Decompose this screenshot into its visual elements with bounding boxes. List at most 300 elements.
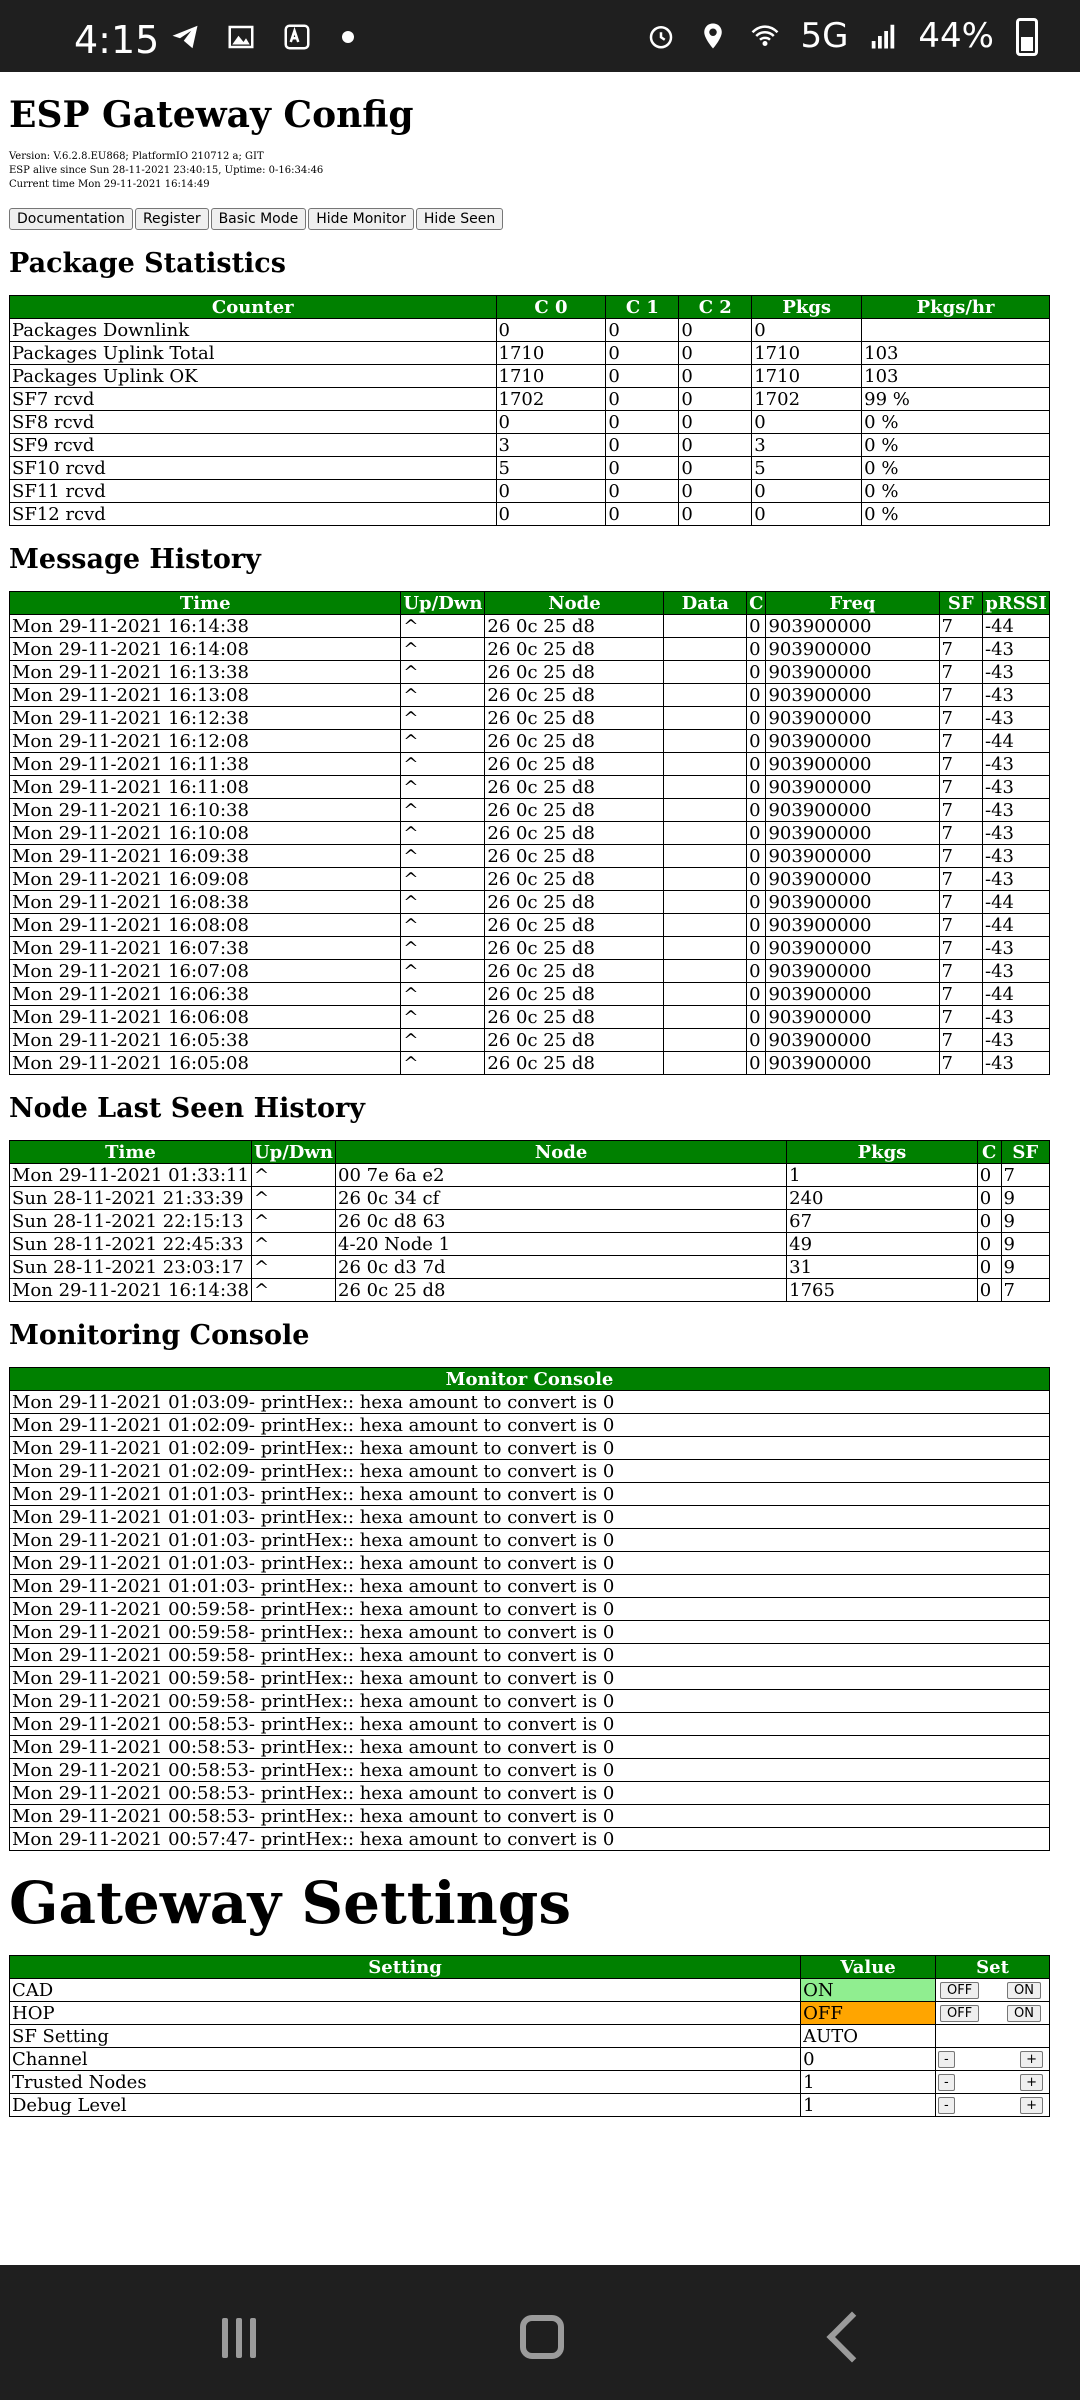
- table-cell: 0: [747, 684, 766, 707]
- table-cell: 0 %: [862, 411, 1050, 434]
- hide-monitor-button[interactable]: Hide Monitor: [308, 208, 414, 230]
- table-cell: 903900000: [766, 776, 939, 799]
- setting-name: HOP: [10, 2002, 801, 2025]
- table-row: [10, 799, 1050, 822]
- location-icon: [696, 21, 730, 51]
- console-line: Mon 29-11-2021 00:58:53- printHex:: hexa amount to convert is 0: [10, 1805, 1050, 1828]
- table-cell: SF11 rcvd: [10, 480, 497, 503]
- table-cell: 7: [939, 638, 982, 661]
- table-cell: 7: [939, 868, 982, 891]
- setting-decrement-button[interactable]: -: [938, 2097, 955, 2114]
- table-cell: 903900000: [766, 753, 939, 776]
- column-header: pRSSI: [982, 592, 1049, 615]
- table-cell: Mon 29-11-2021 16:10:08: [10, 822, 401, 845]
- console-line: Mon 29-11-2021 01:03:09- printHex:: hexa amount to convert is 0: [10, 1391, 1050, 1414]
- console-row: [10, 1828, 1050, 1851]
- column-header: Time: [10, 592, 401, 615]
- table-cell: 7: [1001, 1164, 1049, 1187]
- console-row: [10, 1483, 1050, 1506]
- table-cell: ^: [401, 868, 485, 891]
- table-cell: 0: [977, 1210, 1001, 1233]
- table-row: [10, 983, 1050, 1006]
- table-row: [10, 960, 1050, 983]
- table-cell: 0: [747, 638, 766, 661]
- table-cell: [664, 937, 747, 960]
- table-cell: -44: [982, 615, 1049, 638]
- table-cell: SF7 rcvd: [10, 388, 497, 411]
- column-header: Set: [936, 1956, 1050, 1979]
- alarm-icon: [644, 21, 678, 51]
- table-cell: 903900000: [766, 822, 939, 845]
- console-line: Mon 29-11-2021 00:59:58- printHex:: hexa amount to convert is 0: [10, 1598, 1050, 1621]
- console-row: [10, 1414, 1050, 1437]
- table-cell: 0: [752, 480, 862, 503]
- table-cell: 0: [606, 434, 679, 457]
- table-cell: 26 0c 25 d8: [485, 868, 664, 891]
- console-line: Mon 29-11-2021 01:01:03- printHex:: hexa amount to convert is 0: [10, 1529, 1050, 1552]
- table-cell: 0: [747, 799, 766, 822]
- table-cell: 0: [679, 365, 752, 388]
- table-row: [10, 684, 1050, 707]
- console-row: [10, 1575, 1050, 1598]
- column-header: SF: [1001, 1141, 1049, 1164]
- table-cell: 7: [939, 799, 982, 822]
- table-cell: 7: [939, 983, 982, 1006]
- console-row: [10, 1644, 1050, 1667]
- gateway-settings-heading: Gateway Settings: [9, 1869, 571, 1937]
- table-row: [10, 1187, 1050, 1210]
- table-cell: [664, 960, 747, 983]
- column-header: C: [977, 1141, 1001, 1164]
- table-cell: Mon 29-11-2021 16:07:08: [10, 960, 401, 983]
- current-time-line: Current time Mon 29-11-2021 16:14:49: [9, 179, 210, 190]
- column-header: Value: [801, 1956, 936, 1979]
- table-cell: 7: [939, 753, 982, 776]
- table-cell: 26 0c 25 d8: [485, 707, 664, 730]
- table-cell: 0: [496, 319, 606, 342]
- table-cell: 0: [747, 845, 766, 868]
- table-cell: 49: [787, 1233, 978, 1256]
- table-cell: -43: [982, 776, 1049, 799]
- table-cell: 903900000: [766, 1006, 939, 1029]
- column-header: Monitor Console: [10, 1368, 1050, 1391]
- console-line: Mon 29-11-2021 00:57:47- printHex:: hexa amount to convert is 0: [10, 1828, 1050, 1851]
- table-cell: 0: [747, 868, 766, 891]
- table-cell: Mon 29-11-2021 16:14:38: [10, 615, 401, 638]
- console-line: Mon 29-11-2021 00:58:53- printHex:: hexa amount to convert is 0: [10, 1782, 1050, 1805]
- table-cell: -44: [982, 730, 1049, 753]
- table-cell: 26 0c 25 d8: [485, 661, 664, 684]
- table-cell: -43: [982, 868, 1049, 891]
- table-cell: 1710: [752, 342, 862, 365]
- table-cell: [664, 1029, 747, 1052]
- table-cell: ^: [401, 983, 485, 1006]
- table-cell: 0: [747, 891, 766, 914]
- home-icon[interactable]: [520, 2315, 564, 2359]
- table-cell: Mon 29-11-2021 16:05:08: [10, 1052, 401, 1075]
- console-row: [10, 1506, 1050, 1529]
- table-cell: SF10 rcvd: [10, 457, 497, 480]
- console-line: Mon 29-11-2021 00:58:53- printHex:: hexa amount to convert is 0: [10, 1759, 1050, 1782]
- table-cell: [664, 707, 747, 730]
- table-cell: ^: [401, 1006, 485, 1029]
- table-cell: 9: [1001, 1233, 1049, 1256]
- column-header: Up/Dwn: [251, 1141, 335, 1164]
- table-cell: 0: [606, 365, 679, 388]
- table-cell: ^: [251, 1210, 335, 1233]
- table-cell: 0: [747, 615, 766, 638]
- table-cell: 0 %: [862, 457, 1050, 480]
- table-cell: 0: [606, 480, 679, 503]
- table-cell: Mon 29-11-2021 16:14:08: [10, 638, 401, 661]
- table-row: [10, 891, 1050, 914]
- table-cell: 903900000: [766, 983, 939, 1006]
- setting-controls: [936, 1979, 1050, 2002]
- table-cell: [664, 868, 747, 891]
- setting-off-button[interactable]: OFF: [940, 1982, 979, 1999]
- table-cell: 903900000: [766, 730, 939, 753]
- table-row: [10, 1052, 1050, 1075]
- setting-name: CAD: [10, 1979, 801, 2002]
- table-cell: [664, 891, 747, 914]
- column-header: Node: [485, 592, 664, 615]
- gateway-settings-table: [9, 1955, 1050, 2117]
- table-cell: ^: [401, 730, 485, 753]
- table-cell: 99 %: [862, 388, 1050, 411]
- table-cell: Mon 29-11-2021 16:06:08: [10, 1006, 401, 1029]
- table-row: [10, 1279, 1050, 1302]
- table-cell: 0: [606, 319, 679, 342]
- column-header: C 2: [679, 296, 752, 319]
- setting-decrement-button[interactable]: -: [938, 2051, 955, 2068]
- table-cell: [664, 822, 747, 845]
- table-cell: 0: [496, 480, 606, 503]
- table-cell: 26 0c 25 d8: [485, 684, 664, 707]
- table-cell: 7: [939, 684, 982, 707]
- table-cell: ^: [251, 1256, 335, 1279]
- hide-seen-button[interactable]: Hide Seen: [416, 208, 503, 230]
- table-cell: ^: [401, 638, 485, 661]
- table-cell: ^: [401, 661, 485, 684]
- table-cell: Sun 28-11-2021 22:15:13: [10, 1210, 252, 1233]
- table-row: [10, 776, 1050, 799]
- console-line: Mon 29-11-2021 01:01:03- printHex:: hexa amount to convert is 0: [10, 1506, 1050, 1529]
- table-row: [10, 503, 1050, 526]
- table-cell: -43: [982, 638, 1049, 661]
- table-cell: 9: [1001, 1210, 1049, 1233]
- table-cell: Mon 29-11-2021 16:09:08: [10, 868, 401, 891]
- table-cell: Packages Downlink: [10, 319, 497, 342]
- setting-on-button[interactable]: ON: [1007, 1982, 1041, 1999]
- table-cell: 9: [1001, 1187, 1049, 1210]
- table-cell: 5: [496, 457, 606, 480]
- table-cell: [664, 730, 747, 753]
- setting-controls: [936, 2025, 1050, 2048]
- table-cell: 240: [787, 1187, 978, 1210]
- gallery-icon: [224, 22, 258, 52]
- table-cell: 903900000: [766, 638, 939, 661]
- table-cell: 0: [752, 411, 862, 434]
- setting-controls: [936, 2071, 1050, 2094]
- table-cell: 0: [679, 342, 752, 365]
- table-cell: 0: [679, 411, 752, 434]
- table-cell: 7: [939, 615, 982, 638]
- table-cell: 1710: [496, 365, 606, 388]
- table-cell: 4-20 Node 1: [336, 1233, 787, 1256]
- table-cell: 903900000: [766, 684, 939, 707]
- translate-icon: [280, 22, 314, 52]
- mode-buttons: [9, 208, 1051, 230]
- console-line: Mon 29-11-2021 01:02:09- printHex:: hexa amount to convert is 0: [10, 1414, 1050, 1437]
- table-cell: 0: [752, 503, 862, 526]
- table-cell: 0: [496, 411, 606, 434]
- table-cell: 0: [747, 983, 766, 1006]
- table-cell: -43: [982, 753, 1049, 776]
- console-line: Mon 29-11-2021 00:59:58- printHex:: hexa amount to convert is 0: [10, 1690, 1050, 1713]
- table-cell: 903900000: [766, 799, 939, 822]
- setting-name: Channel: [10, 2048, 801, 2071]
- table-cell: [664, 983, 747, 1006]
- table-row: [10, 457, 1050, 480]
- table-cell: 7: [939, 707, 982, 730]
- navigation-bar: [0, 2265, 1080, 2400]
- status-time: 4:15: [74, 18, 160, 62]
- table-cell: 0: [747, 1029, 766, 1052]
- column-header: Up/Dwn: [401, 592, 485, 615]
- table-cell: Mon 29-11-2021 16:08:38: [10, 891, 401, 914]
- setting-value: ON: [801, 1979, 936, 2002]
- table-cell: [664, 1006, 747, 1029]
- table-cell: 0: [606, 503, 679, 526]
- table-row: [10, 388, 1050, 411]
- table-cell: 0: [747, 960, 766, 983]
- console-row: [10, 1690, 1050, 1713]
- table-cell: 26 0c 25 d8: [336, 1279, 787, 1302]
- table-cell: 0: [747, 776, 766, 799]
- table-cell: 0: [679, 434, 752, 457]
- table-cell: ^: [401, 707, 485, 730]
- wifi-icon: [748, 21, 782, 51]
- signal-icon: [866, 21, 900, 51]
- message-history-heading: Message History: [9, 544, 261, 575]
- table-cell: 7: [939, 1006, 982, 1029]
- table-cell: Mon 29-11-2021 16:10:38: [10, 799, 401, 822]
- table-cell: 00 7e 6a e2: [336, 1164, 787, 1187]
- table-cell: 7: [939, 845, 982, 868]
- table-cell: Mon 29-11-2021 16:13:38: [10, 661, 401, 684]
- table-cell: 903900000: [766, 868, 939, 891]
- console-line: Mon 29-11-2021 00:59:58- printHex:: hexa amount to convert is 0: [10, 1667, 1050, 1690]
- table-row: [10, 1256, 1050, 1279]
- table-cell: Mon 29-11-2021 16:07:38: [10, 937, 401, 960]
- package-statistics-heading: Package Statistics: [9, 248, 286, 279]
- setting-off-button[interactable]: OFF: [940, 2005, 979, 2022]
- table-cell: SF8 rcvd: [10, 411, 497, 434]
- table-cell: 0: [977, 1164, 1001, 1187]
- table-cell: [664, 753, 747, 776]
- console-line: Mon 29-11-2021 00:59:58- printHex:: hexa amount to convert is 0: [10, 1621, 1050, 1644]
- table-row: [10, 661, 1050, 684]
- version-line: Version: V.6.2.8.EU868; PlatformIO 210712 a; GIT: [9, 151, 264, 162]
- documentation-button[interactable]: Documentation: [9, 208, 133, 230]
- table-cell: 0: [752, 319, 862, 342]
- column-header: Freq: [766, 592, 939, 615]
- table-cell: 1710: [752, 365, 862, 388]
- table-cell: Mon 29-11-2021 16:05:38: [10, 1029, 401, 1052]
- setting-value: 1: [801, 2071, 936, 2094]
- table-row: [10, 730, 1050, 753]
- table-cell: 0: [977, 1256, 1001, 1279]
- status-bar: [0, 0, 1080, 72]
- recents-icon[interactable]: [222, 2318, 262, 2358]
- table-cell: -43: [982, 684, 1049, 707]
- table-cell: ^: [401, 1052, 485, 1075]
- table-cell: 903900000: [766, 937, 939, 960]
- register-button[interactable]: Register: [135, 208, 209, 230]
- table-row: [10, 411, 1050, 434]
- console-line: Mon 29-11-2021 00:58:53- printHex:: hexa amount to convert is 0: [10, 1736, 1050, 1759]
- table-row: [10, 319, 1050, 342]
- column-header: Counter: [10, 296, 497, 319]
- network-type: 5G: [800, 16, 849, 56]
- basic-mode-button[interactable]: Basic Mode: [211, 208, 307, 230]
- battery-percent: 44%: [918, 16, 994, 56]
- package-statistics-table: [9, 295, 1050, 526]
- table-row: [10, 480, 1050, 503]
- table-cell: 903900000: [766, 707, 939, 730]
- table-cell: ^: [401, 776, 485, 799]
- table-cell: 0: [747, 937, 766, 960]
- table-row: [10, 342, 1050, 365]
- column-header: Pkgs/hr: [862, 296, 1050, 319]
- table-cell: ^: [251, 1164, 335, 1187]
- column-header: C: [747, 592, 766, 615]
- column-header: SF: [939, 592, 982, 615]
- table-cell: 7: [939, 661, 982, 684]
- setting-row: [10, 1979, 1050, 2002]
- table-cell: 26 0c 25 d8: [485, 753, 664, 776]
- console-row: [10, 1460, 1050, 1483]
- table-cell: 903900000: [766, 914, 939, 937]
- table-cell: SF12 rcvd: [10, 503, 497, 526]
- console-row: [10, 1736, 1050, 1759]
- table-row: [10, 1164, 1050, 1187]
- console-line: Mon 29-11-2021 00:58:53- printHex:: hexa amount to convert is 0: [10, 1713, 1050, 1736]
- table-cell: 7: [939, 776, 982, 799]
- table-row: [10, 434, 1050, 457]
- table-cell: 7: [939, 1052, 982, 1075]
- table-cell: 1702: [752, 388, 862, 411]
- table-cell: 0: [747, 661, 766, 684]
- table-cell: 0: [747, 707, 766, 730]
- message-history-table: [9, 591, 1050, 1075]
- table-cell: 0: [679, 319, 752, 342]
- column-header: Pkgs: [752, 296, 862, 319]
- table-cell: Mon 29-11-2021 16:12:08: [10, 730, 401, 753]
- table-cell: -44: [982, 891, 1049, 914]
- table-cell: 1702: [496, 388, 606, 411]
- table-row: [10, 1210, 1050, 1233]
- table-cell: 0: [747, 730, 766, 753]
- setting-increment-button[interactable]: +: [1020, 2097, 1043, 2114]
- table-cell: 0: [606, 457, 679, 480]
- table-cell: ^: [401, 914, 485, 937]
- setting-row: [10, 2048, 1050, 2071]
- monitoring-console-heading: Monitoring Console: [9, 1320, 310, 1351]
- table-cell: ^: [401, 845, 485, 868]
- setting-name: Trusted Nodes: [10, 2071, 801, 2094]
- setting-value: 0: [801, 2048, 936, 2071]
- table-cell: 7: [939, 891, 982, 914]
- setting-value: AUTO: [801, 2025, 936, 2048]
- battery-icon: [1016, 18, 1038, 56]
- table-cell: -43: [982, 707, 1049, 730]
- console-line: Mon 29-11-2021 01:01:03- printHex:: hexa amount to convert is 0: [10, 1552, 1050, 1575]
- table-row: [10, 1233, 1050, 1256]
- table-cell: 0 %: [862, 434, 1050, 457]
- table-cell: 7: [939, 730, 982, 753]
- table-cell: 7: [939, 1029, 982, 1052]
- table-cell: 0: [606, 342, 679, 365]
- table-cell: 103: [862, 365, 1050, 388]
- table-cell: 0: [977, 1233, 1001, 1256]
- table-cell: SF9 rcvd: [10, 434, 497, 457]
- column-header: Node: [336, 1141, 787, 1164]
- table-cell: Mon 29-11-2021 01:33:11: [10, 1164, 252, 1187]
- table-cell: 903900000: [766, 1029, 939, 1052]
- table-cell: 26 0c 25 d8: [485, 845, 664, 868]
- page-title: ESP Gateway Config: [9, 94, 414, 136]
- setting-name: Debug Level: [10, 2094, 801, 2117]
- setting-value: OFF: [801, 2002, 936, 2025]
- table-row: [10, 638, 1050, 661]
- table-cell: ^: [401, 937, 485, 960]
- node-last-seen-heading: Node Last Seen History: [9, 1093, 365, 1124]
- table-cell: ^: [251, 1279, 335, 1302]
- back-icon[interactable]: [827, 2312, 878, 2363]
- table-cell: Packages Uplink OK: [10, 365, 497, 388]
- table-cell: 0: [747, 753, 766, 776]
- setting-controls: [936, 2094, 1050, 2117]
- table-cell: 26 0c 25 d8: [485, 1029, 664, 1052]
- table-cell: -44: [982, 914, 1049, 937]
- table-cell: 3: [496, 434, 606, 457]
- setting-increment-button[interactable]: +: [1020, 2074, 1043, 2091]
- table-cell: 26 0c 25 d8: [485, 1006, 664, 1029]
- console-line: Mon 29-11-2021 01:02:09- printHex:: hexa amount to convert is 0: [10, 1437, 1050, 1460]
- table-cell: [664, 914, 747, 937]
- setting-on-button[interactable]: ON: [1007, 2005, 1041, 2022]
- table-cell: 26 0c 25 d8: [485, 891, 664, 914]
- column-header: Pkgs: [787, 1141, 978, 1164]
- setting-increment-button[interactable]: +: [1020, 2051, 1043, 2068]
- table-cell: 9: [1001, 1256, 1049, 1279]
- setting-decrement-button[interactable]: -: [938, 2074, 955, 2091]
- table-cell: 26 0c 25 d8: [485, 776, 664, 799]
- table-cell: 0: [747, 1052, 766, 1075]
- table-row: [10, 1029, 1050, 1052]
- table-cell: -43: [982, 799, 1049, 822]
- console-row: [10, 1529, 1050, 1552]
- console-line: Mon 29-11-2021 01:01:03- printHex:: hexa amount to convert is 0: [10, 1483, 1050, 1506]
- table-row: [10, 822, 1050, 845]
- table-row: [10, 365, 1050, 388]
- table-cell: 1: [787, 1164, 978, 1187]
- table-cell: -43: [982, 960, 1049, 983]
- table-cell: [664, 799, 747, 822]
- table-cell: -43: [982, 822, 1049, 845]
- node-last-seen-table: [9, 1140, 1050, 1302]
